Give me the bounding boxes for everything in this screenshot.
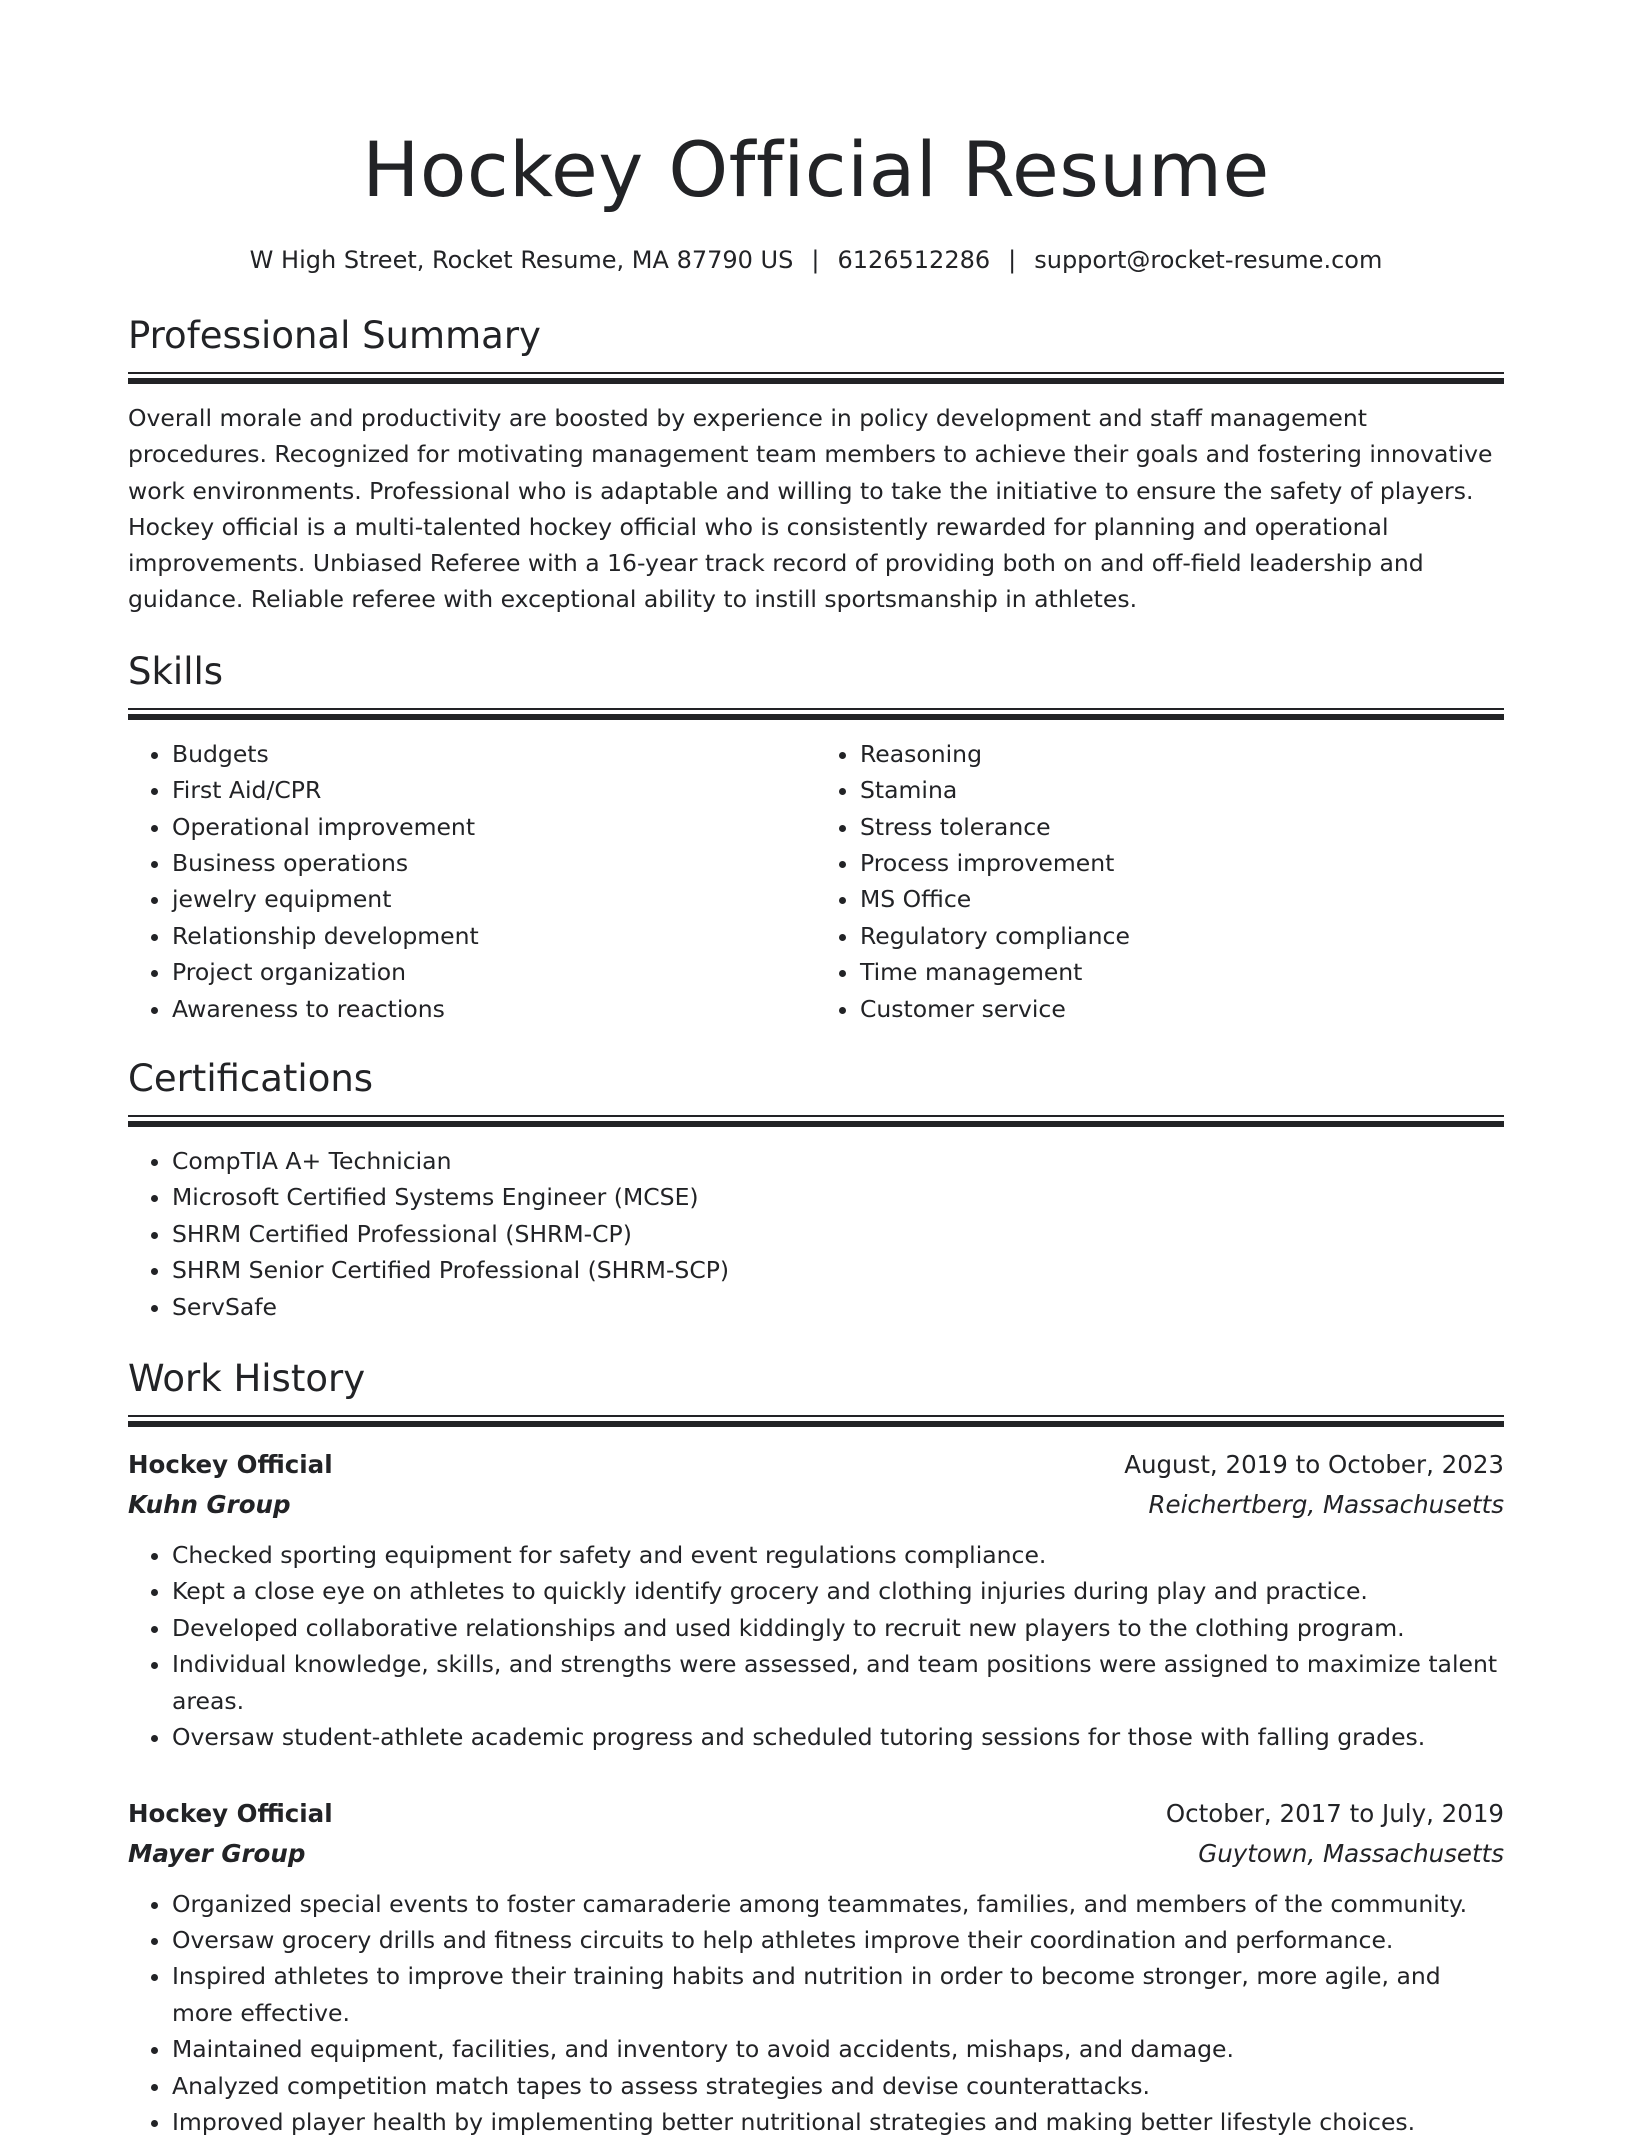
professional-summary-section [128,312,1504,618]
certification-item: • CompTIA A+ Technician [172,1143,1504,1179]
skills-list-left [128,736,816,1027]
contact-email: support@rocket-resume.com [1034,246,1382,274]
skill-item: • Awareness to reactions [172,991,816,1027]
section-title-work-history: Work History [128,1355,1504,1403]
section-title-summary: Professional Summary [128,312,1504,360]
skill-item: • Reasoning [860,736,1504,772]
certifications-section [128,1055,1504,1325]
job-company: Kuhn Group [128,1485,291,1525]
section-divider [128,708,1504,720]
certification-item: • SHRM Certified Professional (SHRM-CP) [172,1216,1504,1252]
skill-item: • MS Office [860,881,1504,917]
section-divider [128,372,1504,384]
job-header-row [128,1794,1504,1834]
skill-item: • First Aid/CPR [172,772,816,808]
job-dates: August, 2019 to October, 2023 [1124,1445,1504,1485]
job-duty: • Oversaw grocery drills and fitness circuits to help athletes improve their coordination and performance. [172,1922,1504,1958]
job-duty: • Maintained equipment, facilities, and inventory to avoid accidents, mishaps, and damage. [172,2031,1504,2067]
skill-item: • Relationship development [172,918,816,954]
job-location: Guytown, Massachusetts [1198,1834,1504,1874]
section-title-skills: Skills [128,648,1504,696]
job-duty: • Organized special events to foster camaraderie among teammates, families, and members of the community. [172,1886,1504,1922]
contact-phone: 6126512286 [837,246,990,274]
job-duty: • Individual knowledge, skills, and strengths were assessed, and team positions were assigned to maximize talent areas. [172,1646,1504,1719]
skill-item: • Regulatory compliance [860,918,1504,954]
section-divider [128,1415,1504,1427]
job-duty: • Inspired athletes to improve their training habits and nutrition in order to become stronger, more agile, and more effective. [172,1958,1504,2031]
job-duties-list [128,1886,1504,2140]
contact-address: W High Street, Rocket Resume, MA 87790 US [250,246,794,274]
summary-text: Overall morale and productivity are boosted by experience in policy development and staff management procedures. Recognized for motivating management team members to achieve their goals and fostering innovative work environments. Professional who is adaptable and willing to take the initiative to ensure the safety of players. Hockey official is a multi-talented hockey official who is consistently rewarded for planning and operational improvements. Unbiased Referee with a 16-year track record of providing both on and off-field leadership and guidance. Reliable referee with exceptional ability to instill sportsmanship in athletes. [128,400,1504,618]
certification-item: • ServSafe [172,1289,1504,1325]
job-duty: • Developed collaborative relationships and used kiddingly to recruit new players to the clothing program. [172,1610,1504,1646]
job-entry [128,1794,1504,2140]
job-title: Hockey Official [128,1794,333,1834]
job-entry [128,1445,1504,1755]
contact-separator: | [793,246,837,274]
section-divider [128,1115,1504,1127]
skill-item: • Operational improvement [172,809,816,845]
certifications-list [128,1143,1504,1325]
skills-columns [128,736,1504,1027]
skill-item: • Stress tolerance [860,809,1504,845]
job-duty: • Improved player health by implementing better nutritional strategies and making better lifestyle choices. [172,2104,1504,2140]
job-company: Mayer Group [128,1834,305,1874]
job-header-row [128,1445,1504,1485]
skill-item: • Project organization [172,954,816,990]
job-duty: • Analyzed competition match tapes to assess strategies and devise counterattacks. [172,2068,1504,2104]
section-title-certifications: Certifications [128,1055,1504,1103]
skill-item: • Process improvement [860,845,1504,881]
skill-item: • Stamina [860,772,1504,808]
job-location: Reichertberg, Massachusetts [1148,1485,1504,1525]
certification-item: • SHRM Senior Certified Professional (SHRM-SCP) [172,1252,1504,1288]
skill-item: • Customer service [860,991,1504,1027]
resume-title: Hockey Official Resume [128,0,1504,222]
job-title: Hockey Official [128,1445,333,1485]
job-duty: • Checked sporting equipment for safety and event regulations compliance. [172,1537,1504,1573]
skills-list-right [816,736,1504,1027]
contact-line [128,244,1504,276]
work-history-section [128,1355,1504,2140]
job-dates: October, 2017 to July, 2019 [1166,1794,1504,1834]
skill-item: • Business operations [172,845,816,881]
skill-item: • Time management [860,954,1504,990]
job-duty: • Kept a close eye on athletes to quickly identify grocery and clothing injuries during play and practice. [172,1573,1504,1609]
job-company-row [128,1485,1504,1525]
job-duties-list [128,1537,1504,1755]
job-company-row [128,1834,1504,1874]
skill-item: • jewelry equipment [172,881,816,917]
job-duty: • Oversaw student-athlete academic progress and scheduled tutoring sessions for those with falling grades. [172,1719,1504,1755]
contact-separator: | [990,246,1034,274]
certification-item: • Microsoft Certified Systems Engineer (MCSE) [172,1179,1504,1215]
skills-section [128,648,1504,1027]
skill-item: • Budgets [172,736,816,772]
